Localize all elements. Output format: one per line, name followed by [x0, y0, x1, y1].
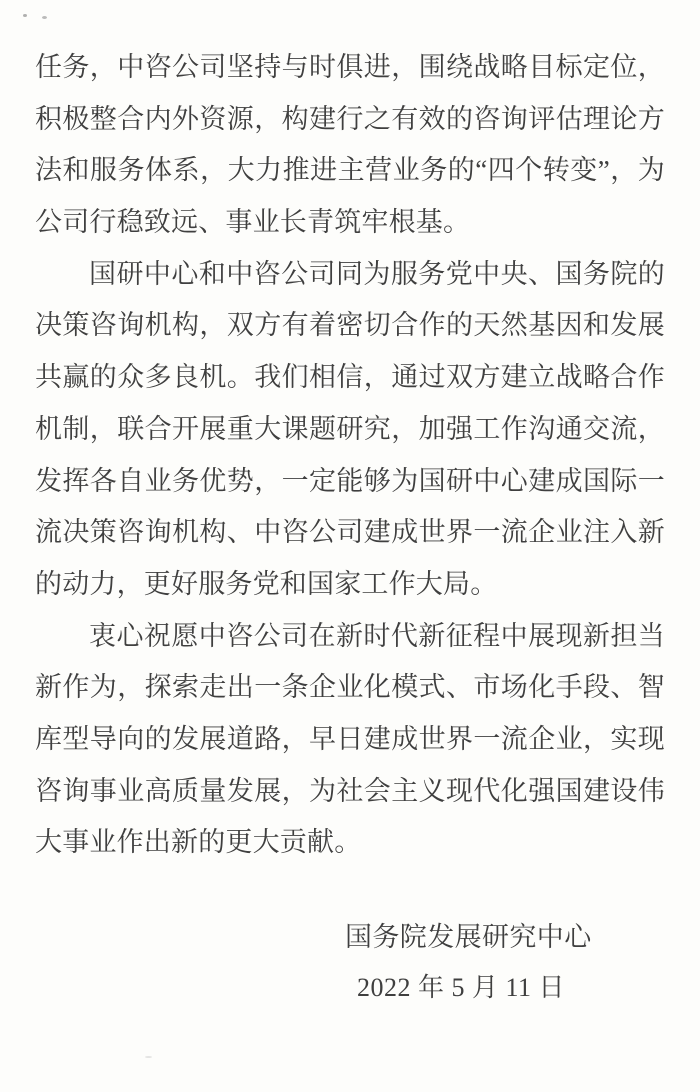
document-line: 新作为，探索走出一条企业化模式、市场化手段、智 — [35, 672, 665, 703]
document-body — [35, 42, 665, 869]
document-line: 库型导向的发展道路，早日建成世界一流企业，实现 — [35, 723, 665, 754]
document-line: 法和服务体系，大力推进主营业务的“四个转变”，为 — [35, 155, 665, 186]
document-date: 2022 年 5 月 11 日 — [357, 973, 566, 1002]
document-line: 咨询事业高质量发展，为社会主义现代化强国建设伟 — [35, 775, 665, 806]
document-line: 机制，联合开展重大课题研究，加强工作沟通交流， — [35, 413, 665, 444]
scan-speck — [42, 16, 47, 19]
document-line: 任务，中咨公司坚持与时俱进，围绕战略目标定位， — [35, 52, 665, 82]
document-line: 国研中心和中咨公司同为服务党中央、国务院的 — [89, 258, 665, 289]
document-line: 流决策咨询机构、中咨公司建成世界一流企业注入新 — [35, 517, 665, 548]
document-line: 公司行稳致远、事业长青筑牢根基。 — [35, 207, 471, 238]
scan-speck — [145, 1056, 152, 1058]
document-line: 发挥各自业务优势，一定能够为国研中心建成国际一 — [35, 465, 665, 496]
document-line: 的动力，更好服务党和国家工作大局。 — [35, 568, 498, 599]
document-line: 大事业作出新的更大贡献。 — [35, 827, 362, 858]
signature-org-name: 国务院发展研究中心 — [345, 922, 592, 952]
scan-speck — [23, 14, 27, 17]
document-line: 决策咨询机构，双方有着密切合作的天然基因和发展 — [35, 310, 665, 341]
document-line: 共赢的众多良机。我们相信，通过双方建立战略合作 — [35, 362, 665, 393]
document-line: 衷心祝愿中咨公司在新时代新征程中展现新担当 — [89, 620, 665, 651]
document-line: 积极整合内外资源，构建行之有效的咨询评估理论方 — [35, 103, 665, 134]
